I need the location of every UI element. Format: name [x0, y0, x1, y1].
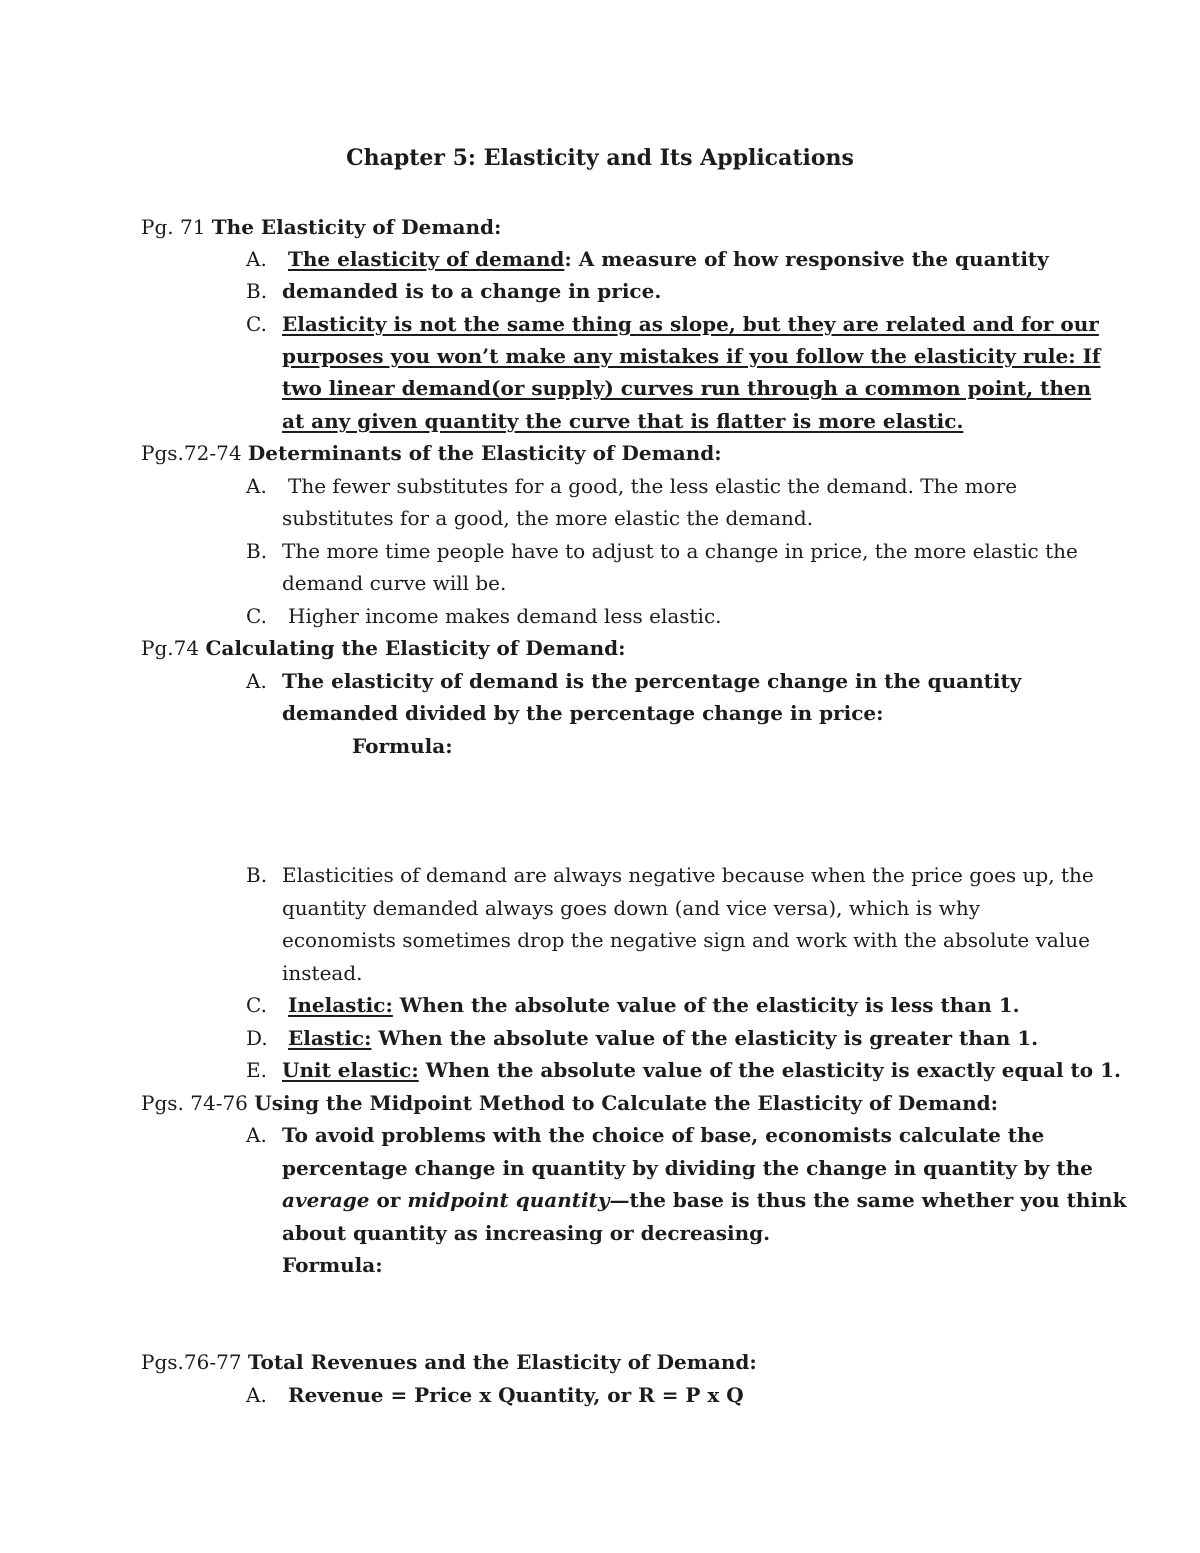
list-item-text: When the absolute value of the elasticity is less than 1.	[392, 993, 1020, 1017]
list-item-text: Revenue = Price x Quantity, or R = P x Q	[288, 1383, 744, 1407]
section-heading-calculating	[141, 632, 625, 664]
list-item-text: quantity demanded always goes down (and vice versa), which is why	[282, 896, 981, 920]
list-marker: B.	[246, 539, 268, 563]
list-item	[282, 1054, 1121, 1086]
list-marker: E.	[246, 1058, 267, 1082]
list-item-text: instead.	[282, 961, 363, 985]
list-marker: D.	[246, 1026, 268, 1050]
list-item	[288, 243, 1049, 275]
section-title: Total Revenues and the Elasticity of Demand:	[247, 1350, 757, 1374]
page-title: Chapter 5: Elasticity and Its Applications	[346, 145, 854, 171]
list-item-text: When the absolute value of the elasticity is exactly equal to 1.	[418, 1058, 1121, 1082]
list-marker: B.	[246, 279, 268, 303]
list-item-text: percentage change in quantity by dividing the change in quantity by the	[282, 1156, 1093, 1180]
formula-label: Formula:	[352, 734, 453, 758]
defined-term: The elasticity of demand	[288, 247, 565, 271]
list-item-text: —the base is thus the same whether you think	[609, 1188, 1127, 1212]
section-heading-determinants	[141, 437, 722, 469]
list-marker: A.	[246, 247, 267, 271]
section-title: Using the Midpoint Method to Calculate the Elasticity of Demand:	[254, 1091, 999, 1115]
list-item-text: at any given quantity the curve that is flatter is more elastic.	[282, 409, 964, 433]
list-item-text: The elasticity of demand is the percentage change in the quantity	[282, 669, 1022, 693]
formula-label: Formula:	[282, 1253, 383, 1277]
list-item	[282, 1184, 1126, 1216]
page-reference: Pgs. 74-76	[141, 1091, 255, 1115]
list-marker: A.	[246, 1383, 267, 1407]
defined-term: Elastic:	[288, 1026, 372, 1050]
list-item-text: two linear demand(or supply) curves run through a common point, then	[282, 376, 1092, 400]
list-item-text: Elasticity is not the same thing as slope, but they are related and for our	[282, 312, 1099, 336]
list-item-text: Elasticities of demand are always negative because when the price goes up, the	[282, 863, 1094, 887]
list-item-text: To avoid problems with the choice of base, economists calculate the	[282, 1123, 1045, 1147]
list-marker: C.	[246, 604, 267, 628]
list-marker: C.	[246, 993, 267, 1017]
list-marker: C.	[246, 312, 267, 336]
list-item-text: Higher income makes demand less elastic.	[288, 604, 722, 628]
page-reference: Pgs.76-77	[141, 1350, 248, 1374]
page-reference: Pgs.72-74	[141, 441, 248, 465]
section-heading-elasticity-of-demand	[141, 211, 501, 243]
section-title: The Elasticity of Demand:	[211, 215, 502, 239]
list-item-text: demand curve will be.	[282, 571, 507, 595]
list-item-text: The fewer substitutes for a good, the less elastic the demand. The more	[288, 474, 1018, 498]
section-title: Determinants of the Elasticity of Demand:	[247, 441, 722, 465]
list-marker: A.	[246, 474, 267, 498]
list-item-text: substitutes for a good, the more elastic the demand.	[282, 506, 814, 530]
list-item-text: When the absolute value of the elasticity is greater than 1.	[371, 1026, 1039, 1050]
defined-term: Inelastic:	[288, 993, 393, 1017]
list-marker: A.	[246, 669, 267, 693]
list-item	[288, 989, 1020, 1021]
list-item-text: demanded divided by the percentage change in price:	[282, 701, 884, 725]
defined-term: Unit elastic:	[282, 1058, 419, 1082]
term-colon: :	[564, 247, 572, 271]
emphasis-text: midpoint quantity	[407, 1188, 610, 1212]
list-item-text: A measure of how responsive the quantity	[571, 247, 1049, 271]
emphasis-text: average	[282, 1188, 370, 1212]
list-item-text: purposes you won’t make any mistakes if you follow the elasticity rule: If	[282, 344, 1101, 368]
page-reference: Pg.74	[141, 636, 206, 660]
section-heading-total-revenues	[141, 1346, 757, 1378]
list-item-text: or	[369, 1188, 408, 1212]
list-marker: A.	[246, 1123, 267, 1147]
list-item-text: The more time people have to adjust to a change in price, the more elastic the	[282, 539, 1078, 563]
list-item-text: economists sometimes drop the negative sign and work with the absolute value	[282, 928, 1090, 952]
list-item-text: demanded is to a change in price.	[282, 279, 662, 303]
section-title: Calculating the Elasticity of Demand:	[205, 636, 626, 660]
list-item	[288, 1022, 1038, 1054]
list-item-text: about quantity as increasing or decreasing.	[282, 1221, 771, 1245]
section-heading-midpoint-method	[141, 1087, 998, 1119]
page-reference: Pg. 71	[141, 215, 212, 239]
list-marker: B.	[246, 863, 268, 887]
